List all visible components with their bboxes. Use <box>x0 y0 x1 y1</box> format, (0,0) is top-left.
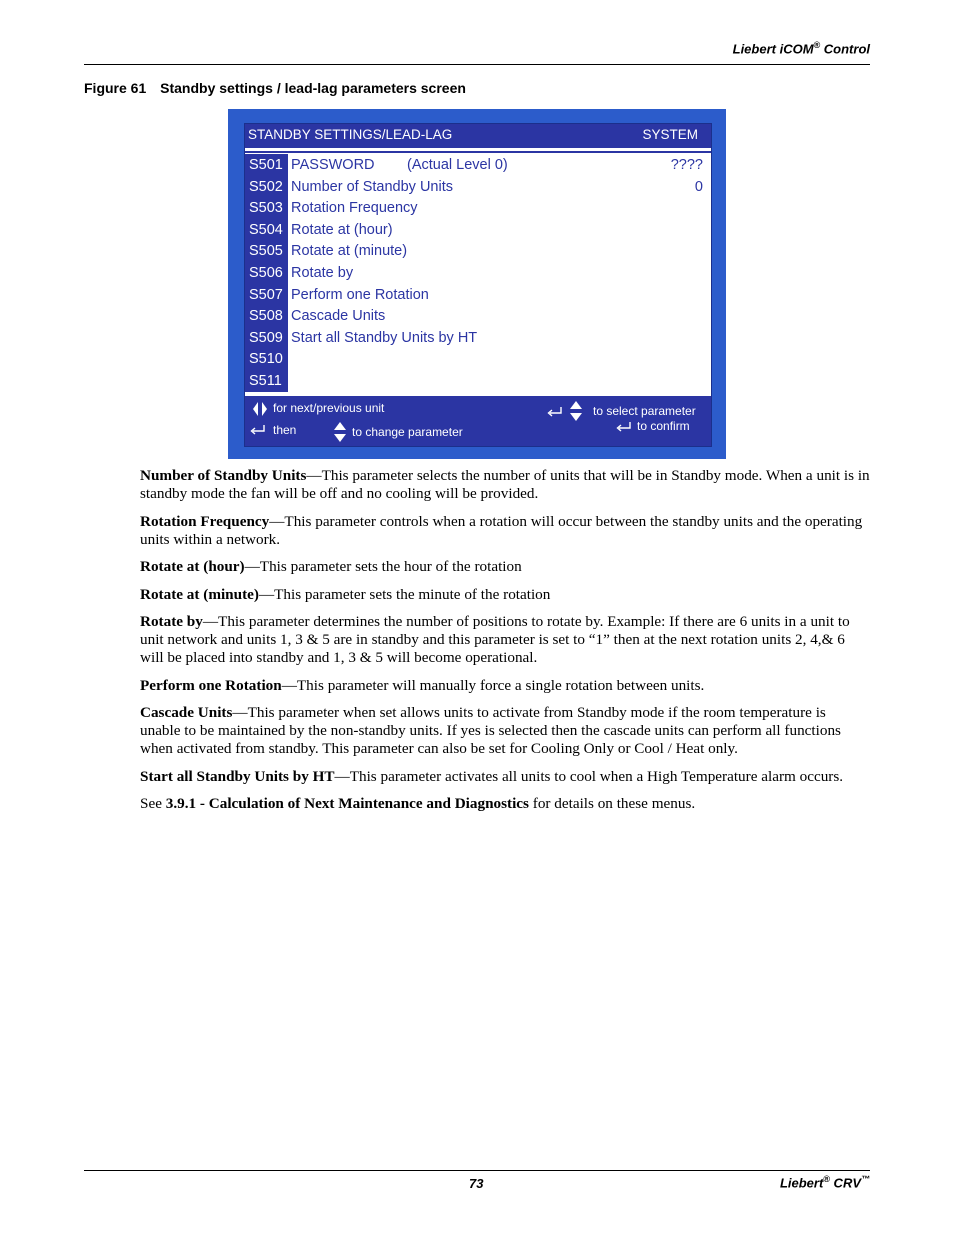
parameter-code: S502 <box>249 178 283 195</box>
see-reference: See 3.9.1 - Calculation of Next Maintenance and Diagnostics for details on these menus. <box>140 795 696 812</box>
parameter-row[interactable] <box>245 199 711 221</box>
paragraph: Perform one Rotation—This parameter will manually force a single rotation between units. <box>140 676 705 694</box>
screen-title-bar <box>245 124 711 148</box>
parameter-label: Rotate at (minute) <box>291 243 408 260</box>
parameter-label: Rotation Frequency <box>291 200 418 217</box>
paragraph: Cascade Units—This parameter when set allows units to activate from Standby mode if the room temperature is unable to be maintained by the non-standby units. If yes is selected then the cascade units can perform all functions when activated from standby. This parameter can also be set for Cooling Only or Cool / Heat only. <box>140 704 841 757</box>
access-level: (Actual Level 0) <box>407 157 508 173</box>
paragraph: Rotate by—This parameter determines the number of positions to rotate by. Example: If there are 6 units in a unit to unit network and units 1, 3 & 5 are in standby and this parameter is set to “1” then at the next rotation units 2, 4,& 6 will be placed into standby and 1, 3 & 5 will become operational. <box>140 613 850 666</box>
paragraph: Rotation Frequency—This parameter controls when a rotation will occur between the standby units and the operating units within a network. <box>140 512 863 548</box>
parameter-row[interactable] <box>245 221 711 243</box>
parameter-label: Perform one Rotation <box>291 286 429 303</box>
parameter-row[interactable] <box>245 307 711 329</box>
parameter-row[interactable] <box>245 372 711 394</box>
parameter-code: S503 <box>249 200 283 217</box>
title-separator <box>245 151 711 153</box>
section-reference-link[interactable]: 3.9.1 - Calculation of Next Maintenance and Diagnostics <box>165 795 529 812</box>
enter-key-icon <box>250 424 266 436</box>
up-down-arrows-icon <box>569 400 583 422</box>
help-next-previous: for next/previous unit <box>273 401 385 415</box>
figure-caption <box>84 80 466 96</box>
help-then: then <box>273 423 297 437</box>
screen-title: STANDBY SETTINGS/LEAD-LAG <box>248 127 453 142</box>
paragraph: Number of Standby Units—This parameter selects the number of units that will be in Standby mode. When a unit is in standby mode the fan will be off and no cooling will be provided. <box>140 467 870 502</box>
parameter-code: S507 <box>249 286 283 303</box>
help-bar <box>245 396 711 446</box>
header-rule <box>84 64 870 65</box>
parameter-row[interactable] <box>245 264 711 286</box>
parameter-code: S505 <box>249 243 283 260</box>
figure-title: Standby settings / lead-lag parameters screen <box>160 80 466 96</box>
paragraph: Rotate at (hour)—This parameter sets the hour of the rotation <box>140 558 522 575</box>
parameter-label: Number of Standby Units <box>291 178 453 195</box>
parameter-code: S506 <box>249 265 283 281</box>
parameter-code: S504 <box>249 221 283 238</box>
parameter-label: Rotate by <box>291 265 354 281</box>
parameter-code: S501 <box>249 157 283 173</box>
screen-mode: SYSTEM <box>642 127 698 142</box>
parameter-label: Rotate at (hour) <box>291 221 393 238</box>
parameter-value: ???? <box>670 157 703 173</box>
parameter-value: 0 <box>694 178 703 195</box>
parameter-label: Start all Standby Units by HT <box>291 329 478 346</box>
parameter-row[interactable] <box>245 286 711 308</box>
running-header: Liebert iCOM® Control <box>732 40 870 57</box>
parameter-code: S508 <box>249 308 283 325</box>
parameter-label: Cascade Units <box>291 308 386 325</box>
figure-number: Figure 61 <box>84 80 147 96</box>
help-select-parameter: to select parameter <box>593 404 696 418</box>
enter-key-icon <box>616 421 632 433</box>
parameter-row[interactable] <box>245 156 711 178</box>
parameter-row[interactable] <box>245 329 711 351</box>
parameter-code: S511 <box>249 373 282 389</box>
parameter-label: PASSWORD <box>291 157 375 173</box>
paragraph: Start all Standby Units by HT—This parameter activates all units to cool when a High Temperature alarm occurs. <box>140 767 844 785</box>
help-change-parameter: to change parameter <box>352 425 463 439</box>
left-right-arrows-icon <box>252 401 268 417</box>
page-number: 73 <box>469 1176 484 1191</box>
enter-key-icon <box>547 406 563 418</box>
up-down-arrows-icon <box>333 421 347 443</box>
parameter-row[interactable] <box>245 242 711 264</box>
parameter-code: S509 <box>249 329 283 346</box>
controller-screen <box>228 109 726 459</box>
help-confirm: to confirm <box>637 419 690 433</box>
paragraph: Rotate at (minute)—This parameter sets the minute of the rotation <box>140 585 551 603</box>
parameter-row[interactable] <box>245 178 711 200</box>
parameter-code: S510 <box>249 351 283 368</box>
footer-rule <box>84 1170 870 1171</box>
footer-brand: Liebert® CRV™ <box>779 1174 870 1191</box>
screen-display <box>244 123 712 447</box>
body-text <box>140 467 870 823</box>
parameter-row[interactable] <box>245 350 711 372</box>
